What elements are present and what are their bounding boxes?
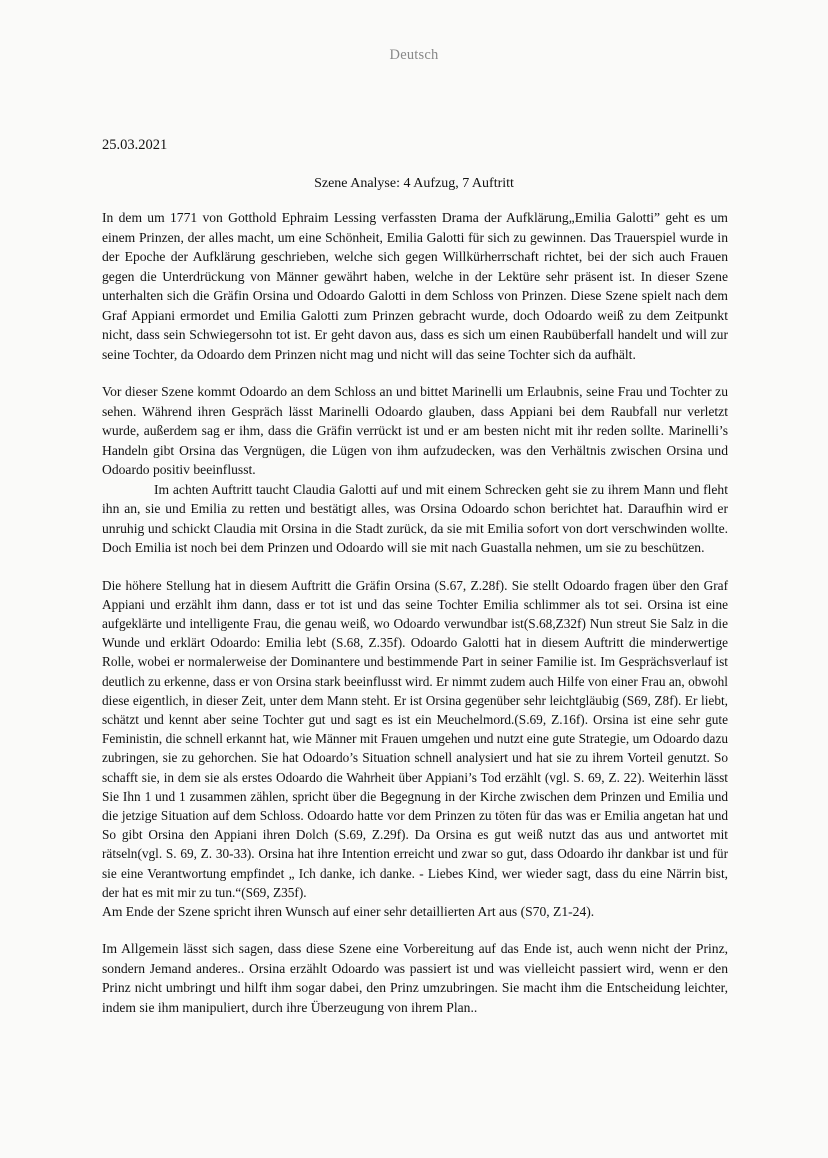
paragraph-conclusion: Im Allgemein lässt sich sagen, dass diese Szene eine Vorbereitung auf das Ende ist, auch wenn nicht der Prinz, sondern Jemand anderes.. Orsina erzählt Odoardo was passiert ist und was vielleicht passiert wird, wenn er den Prinz nicht umbringt und hilft ihm sogar dabei, den Prinz umzubringen. Sie macht ihm die Entscheidung leichter, indem sie ihm manipuliert, durch ihre Überzeugung von ihrem Plan..	[102, 941, 728, 1015]
document-body	[102, 208, 728, 1035]
document-date: 25.03.2021	[102, 137, 168, 153]
title-text: Szene Analyse: 4 Aufzug, 7 Auftritt	[314, 176, 514, 191]
paragraph-context: Vor dieser Szene kommt Odoardo an dem Schloss an und bittet Marinelli um Erlaubnis, seine Frau und Tochter zu sehen. Während ihren Gespräch lässt Marinelli Odoardo glauben, dass Appiani bei dem Raubfall nur verletzt wurde, außerdem sag er ihm, dass die Gräfin verrückt ist und er am besten nicht mit ihr reden sollte. Marinelli’s Handeln gibt Orsina das Vergnügen, die Lügen von ihm aufzudecken, was den Verhältnis zwischen Orsina und Odoardo positiv beeinflusst.	[102, 384, 728, 477]
paragraph-scene-end: Am Ende der Szene spricht ihren Wunsch auf einer sehr detaillierten Art aus (S70, Z1-24).	[102, 903, 595, 919]
document-title	[0, 176, 828, 192]
paragraph-analysis: Die höhere Stellung hat in diesem Auftritt die Gräfin Orsina (S.67, Z.28f). Sie stellt Odoardo fragen über den Graf Appiani und erzählt ihm dann, dass er tot ist und das seine Tochter Emilia schlimmer als tot sei. Orsina ist eine aufgeklärte und intelligente Frau, die genau weiß, wo Odoardo verwundbar ist(S.68,Z32f) Nun streut Sie Salz in die Wunde und erklärt Odoardo: Emilia lebt (S.68, Z.35f). Odoardo Galotti hat in diesem Auftritt die minderwertige Rolle, wobei er normalerweise der Dominantere und bestimmende Part in seiner Familie ist. Im Gesprächsverlauf ist deutlich zu erkenne, dass er von Orsina stark beeinflusst wird. Er nimmt zudem auch Hilfe von einer Frau an, obwohl diese eigentlich, in dieser Zeit, unter dem Mann steht. Er ist Orsina gegenüber sehr leichtgläubig (S69, Z8f). Er liebt, schätzt und kennt aber seine Tochter gut und sagt es ist ein Meuchelmord.(S.69, Z.16f). Orsina ist eine sehr gute Feministin, die schnell erkannt hat, wie Männer mit Frauen umgehen und nutzt eine gute Strategie, um Odoardo dazu zubringen, sie zu gehorchen. Sie hat Odoardo’s Situation schnell analysiert und hat sie zu ihrem Vorteil genutzt. So schafft sie, in dem sie als erstes Odoardo die Wahrheit über Appiani’s Tod erzählt (vgl. S. 69, Z. 22). Weiterhin lässt Sie Ihn 1 und 1 zusammen zählen, spricht über die Begegnung in der Kirche zwischen dem Prinzen und Emilia und die jetzige Situation auf dem Schloss. Odoardo hatte vor dem Prinzen zu töten für das was er Emilia angetan hat und So gibt Orsina den Appiani ihren Dolch (S.69, Z.29f). Da Orsina es gut weiß nutzt das aus und antwortet mit rätseln(vgl. S. 69, Z. 30-33). Orsina hat ihre Intention erreicht und zwar so gut, dass Odoardo ihr dankbar ist und für sie eine Verantwortung empfindet „ Ich danke, ich danke. - Liebes Kind, wer wieder sagt, dass du eine Närrin bist, der hat es mit mir zu tun.“(S69, Z35f).	[102, 577, 728, 900]
paragraph-following-scene: Im achten Auftritt taucht Claudia Galotti auf und mit einem Schrecken geht sie zu ihrem Mann und fleht ihn an, sie und Emilia zu retten und bestätigt alles, was Orsina Odoardo schon berichtet hat. Daraufhin wird er unruhig und schickt Claudia mit Orsina in die Stadt zurück, da sie mit Emilia sofort von dort verschwinden wollte. Doch Emilia ist noch bei dem Prinzen und Odoardo will sie mit nach Guastalla nehmen, um sie zu beschützen.	[102, 481, 728, 555]
paragraph-introduction: In dem um 1771 von Gotthold Ephraim Lessing verfassten Drama der Aufklärung„Emilia Galotti” geht es um einem Prinzen, der alles macht, um eine Schönheit, Emilia Galotti für sich zu gewinnen. Das Trauerspiel wurde in der Epoche der Aufklärung geschrieben, welche sich gegen Willkürherrschaft richtet, bei der sich auch Frauen gegen die Unterdrückung von Männer gewährt haben, welche in der Lektüre sehr präsent ist. In dieser Szene unterhalten sich die Gräfin Orsina und Odoardo Galotti in dem Schloss von Prinzen. Diese Szene spielt nach dem Graf Appiani ermordet und Emilia Galotti zum Prinzen gebracht wurde, doch Odoardo weiß zu dem Zeitpunkt nicht, dass sein Schwiegersohn tot ist. Er geht davon aus, dass es sich um einen Raubüberfall handelt und will zur seine Tochter, da Odoardo dem Prinzen nicht mag und nicht will das seine Tochter sich da aufhält.	[102, 210, 728, 362]
page-header: Deutsch	[389, 47, 439, 63]
